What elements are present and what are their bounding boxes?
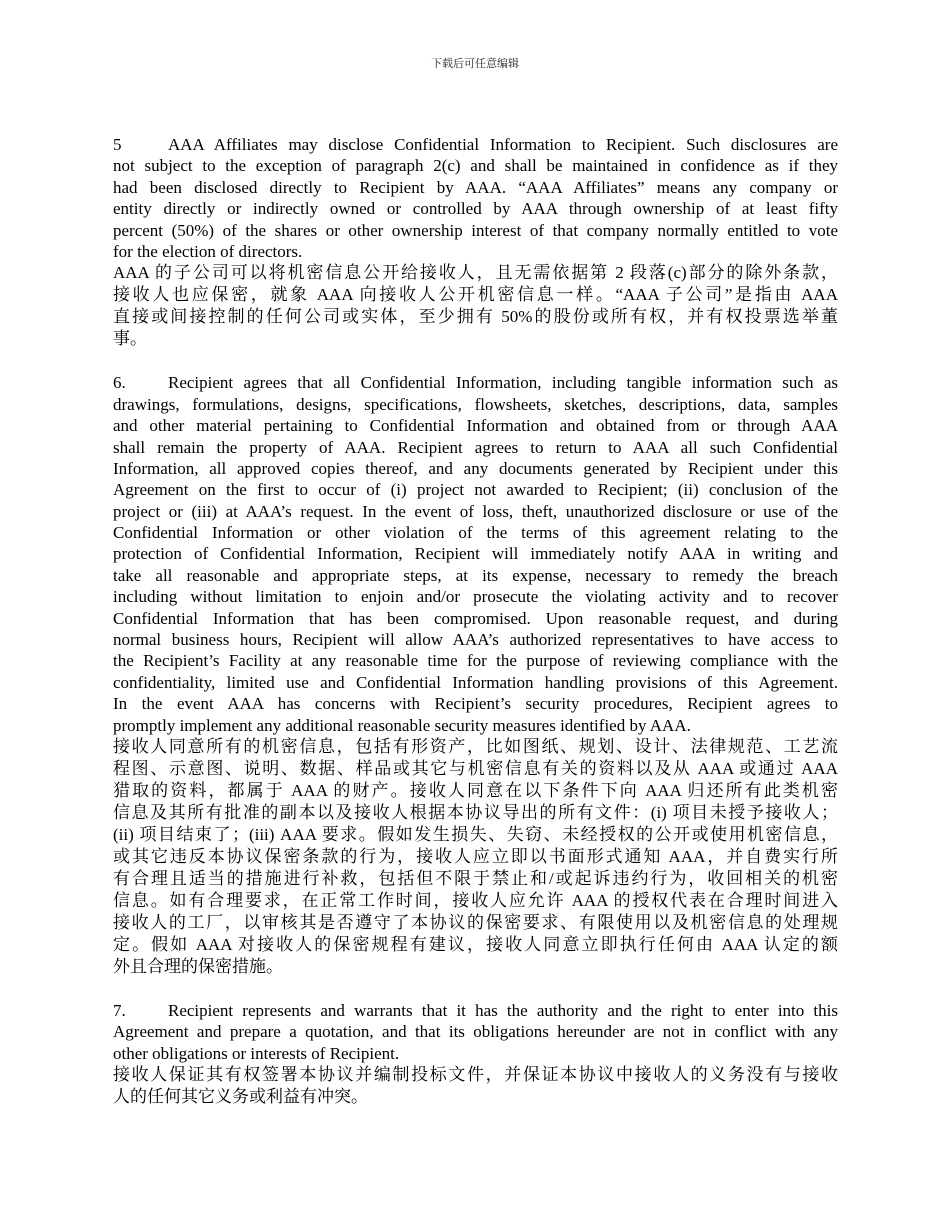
chinese-text-line: 接收人的工厂，以审核其是否遵守了本协议的保密要求、有限使用以及机密信息的处理规 xyxy=(113,912,838,932)
english-text-line xyxy=(113,565,838,586)
clause-section xyxy=(113,134,838,350)
english-text-line xyxy=(113,394,838,415)
english-text: entity directly or indirectly owned or controlled by AAA through ownership of at least fifty xyxy=(113,199,838,219)
english-text: other obligations or interests of Recipient. xyxy=(113,1043,400,1063)
chinese-text-line: 接收人同意所有的机密信息，包括有形资产，比如图纸、规划、设计、法律规范、工艺流 xyxy=(113,736,838,756)
english-text-line xyxy=(113,608,838,629)
chinese-text-line: AAA 的子公司可以将机密信息公开给接收人，且无需依据第 2 段落(c)部分的除外条款， xyxy=(113,263,838,283)
english-text-line xyxy=(113,155,838,176)
english-text: for the election of directors. xyxy=(113,241,303,261)
chinese-text-line: 接收人保证其有权签署本协议并编制投标文件，并保证本协议中接收人的义务没有与接收 xyxy=(113,1065,838,1085)
english-text-line xyxy=(113,522,838,543)
english-text: including without limitation to enjoin and/or prosecute the violating activity and to recover xyxy=(113,587,838,607)
chinese-text-line: 程图、示意图、说明、数据、样品或其它与机密信息有关的资料以及从 AAA 或通过 AAA xyxy=(113,758,838,778)
english-text-line xyxy=(113,650,838,671)
english-text: percent (50%) of the shares or other ownership interest of that company normally entitled to vote xyxy=(113,220,838,240)
english-text-line xyxy=(113,1021,838,1042)
english-text: take all reasonable and appropriate steps, at its expense, necessary to remedy the breach xyxy=(113,565,838,585)
english-text-line xyxy=(113,241,838,262)
english-text-line xyxy=(113,134,838,155)
chinese-text-line: 或其它违反本协议保密条款的行为，接收人应立即以书面形式通知 AAA，并自费实行所 xyxy=(113,846,838,866)
english-text: shall remain the property of AAA. Recipient agrees to return to AAA all such Confidential xyxy=(113,437,838,457)
chinese-text-line: 信息及其所有批准的副本以及接收人根据本协议导出的所有文件：(i) 项目未授予接收人； xyxy=(113,802,838,822)
english-text: confidentiality, limited use and Confidential Information handling provisions of this Agreement. xyxy=(113,672,838,692)
english-text: Agreement and prepare a quotation, and that its obligations hereunder are not in conflict with any xyxy=(113,1022,838,1042)
english-text-line xyxy=(113,715,838,736)
english-text-line xyxy=(113,458,838,479)
chinese-text-line: 外且合理的保密措施。 xyxy=(113,956,283,976)
page-header: 下载后可任意编辑 xyxy=(431,58,519,70)
chinese-text-line: 人的任何其它义务或利益有冲突。 xyxy=(113,1087,368,1107)
english-text: drawings, formulations, designs, specifications, flowsheets, sketches, descriptions, data, samples xyxy=(113,394,838,414)
english-text-line xyxy=(113,1043,838,1064)
english-text: not subject to the exception of paragraph 2(c) and shall be maintained in confidence as if they xyxy=(113,156,838,176)
english-text: protection of Confidential Information, Recipient will immediately notify AAA in writing and xyxy=(113,544,838,564)
chinese-text-line: 猎取的资料，都属于 AAA 的财产。接收人同意在以下条件下向 AAA 归还所有此类机密 xyxy=(113,780,838,800)
english-text: Recipient agrees that all Confidential Information, including tangible information such as xyxy=(168,373,838,393)
clause-section xyxy=(113,372,838,978)
chinese-text-line: 事。 xyxy=(113,329,147,349)
english-text: Confidential Information or other violation of the terms of this agreement relating to the xyxy=(113,523,838,543)
english-text-line xyxy=(113,629,838,650)
chinese-text-line: (ii) 项目结束了；(iii) AAA 要求。假如发生损失、失窃、未经授权的公开或使用机密信息， xyxy=(113,824,838,844)
english-text-line xyxy=(113,693,838,714)
english-text-line xyxy=(113,543,838,564)
english-text-line xyxy=(113,479,838,500)
english-text: the Recipient’s Facility at any reasonable time for the purpose of reviewing compliance with the xyxy=(113,651,838,671)
clause-number: 6. xyxy=(113,373,126,393)
clause-number: 5 xyxy=(113,135,122,154)
english-text: Information, all approved copies thereof, and any documents generated by Recipient under this xyxy=(113,458,838,478)
english-text: promptly implement any additional reasonable security measures identified by AAA. xyxy=(113,715,691,735)
english-text-line xyxy=(113,220,838,241)
clause-section xyxy=(113,1000,838,1108)
english-text: normal business hours, Recipient will allow AAA’s authorized representatives to have access to xyxy=(113,630,838,650)
chinese-text-line: 定。假如 AAA 对接收人的保密规程有建议，接收人同意立即执行任何由 AAA 认定的额 xyxy=(113,934,838,954)
english-text-line xyxy=(113,372,838,393)
english-text: In the event AAA has concerns with Recipient’s security procedures, Recipient agrees to xyxy=(113,694,838,714)
english-text-line xyxy=(113,415,838,436)
english-text-line xyxy=(113,1000,838,1021)
english-text-line xyxy=(113,437,838,458)
english-text-line xyxy=(113,198,838,219)
english-text: project or (iii) at AAA’s request. In the event of loss, theft, unauthorized disclosure or use of the xyxy=(113,501,838,521)
clause-number: 7. xyxy=(113,1000,126,1020)
english-text-line xyxy=(113,501,838,522)
english-text: Agreement on the first to occur of (i) project not awarded to Recipient; (ii) conclusion of the xyxy=(113,480,838,500)
chinese-text-line: 有合理且适当的措施进行补救，包括但不限于禁止和/或起诉违约行为，收回相关的机密 xyxy=(113,868,838,888)
chinese-text-line: 直接或间接控制的任何公司或实体，至少拥有 50%的股份或所有权，并有权投票选举董 xyxy=(113,307,838,327)
english-text-line xyxy=(113,672,838,693)
english-text: had been disclosed directly to Recipient by AAA. “AAA Affiliates” means any company or xyxy=(113,177,838,197)
english-text-line xyxy=(113,177,838,198)
english-text: Recipient represents and warrants that it has the authority and the right to enter into this xyxy=(168,1000,838,1020)
document-body xyxy=(113,134,838,1130)
english-text-line xyxy=(113,586,838,607)
chinese-text-line: 信息。如有合理要求，在正常工作时间，接收人应允许 AAA 的授权代表在合理时间进入 xyxy=(113,890,838,910)
chinese-text-line: 接收人也应保密，就象 AAA 向接收人公开机密信息一样。“AAA 子公司”是指由 AAA xyxy=(113,285,838,305)
english-text: and other material pertaining to Confidential Information and obtained from or through AAA xyxy=(113,416,838,436)
english-text: AAA Affiliates may disclose Confidential Information to Recipient. Such disclosures are xyxy=(168,135,838,154)
english-text: Confidential Information that has been compromised. Upon reasonable request, and during xyxy=(113,608,838,628)
